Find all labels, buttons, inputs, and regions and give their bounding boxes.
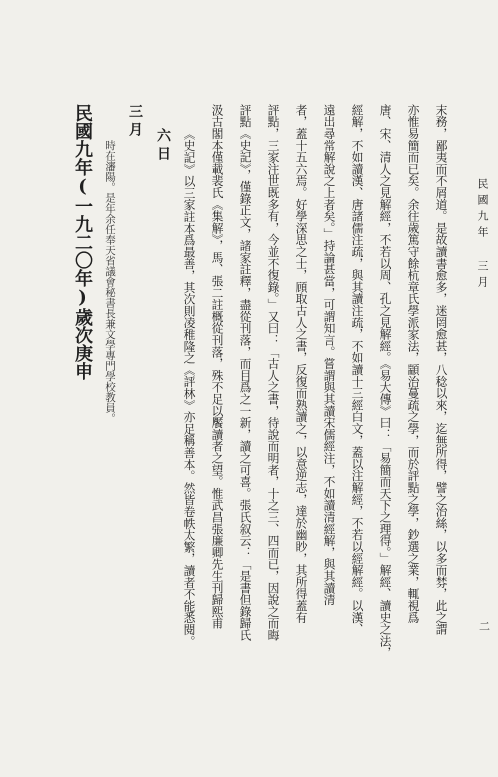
running-header: 民國九年 三月 [476,178,489,292]
entry-note: 時在瀋陽。是年余任奉天省議會秘書長兼文學專門學校教員。 [104,140,116,424]
body-line-10: 末務，鄙夷而不屑道。是故讀書愈多，迷罔愈甚，八稔以來，迄無所得，譬之治絲，以多而棼，此之謂 [434,104,448,635]
day-heading: 六日 [155,128,171,164]
body-line-8: 唐、宋、清人之見解經，不若以周、孔之見解經。《易大傳》曰：「易簡而天下之理得。」解經、讀史之法， [378,104,392,659]
body-line-9: 亦惟易簡而已矣。余往歲篤守餘杭章氏學派家法，顓治蔓疏之學，而於評點之學，鈔選之業，輒視爲 [406,104,420,624]
month-heading: 三月 [127,104,143,140]
body-line-5: 者，蓋十五六焉。好學深思之士，頋取古人之書，反復而熟讀之，以意逆志，達於幽眇，其所得蓋有 [294,104,308,624]
body-line-4: 評點，三家注世既多有，今並不復錄。」又曰：「古人之書，待說而明者，十之三、四而已，因說之而晦 [266,104,280,641]
body-line-6: 遠出尋常解說之上者矣。」持論甚當，可謂知言。嘗謂與其讀宋儒經注，不如讀清經解，與其讀清 [322,104,336,606]
body-line-1: 《史記》以三家註本爲最善，其次則凌稚隆之《評林》亦足稱善本。然皆卷帙太繁，讀者不能悉閱。 [182,128,196,648]
year-title: 民國九年(一九二〇年)歲次庚申 [72,104,93,380]
body-line-3: 評點《史記》，僅錄正文，諸家註釋，盡從刊落，而目爲之一新，讀之可喜。張氏叙云：「是書但錄歸氏 [238,104,252,641]
body-line-2: 汲古閣本僅載裴氏《集解》，馬、張二註概從刊落，殊不足以饜讀者之望。惟武昌張廉卿先生刊歸熙甫 [210,104,224,630]
body-line-7: 經解，不如讀漢、唐諸儒注疏，與其讀注疏，不如讀十三經白文，蓋以注解經，不若以經解經。以漢、 [350,104,364,635]
page-number: 二 [479,620,490,633]
